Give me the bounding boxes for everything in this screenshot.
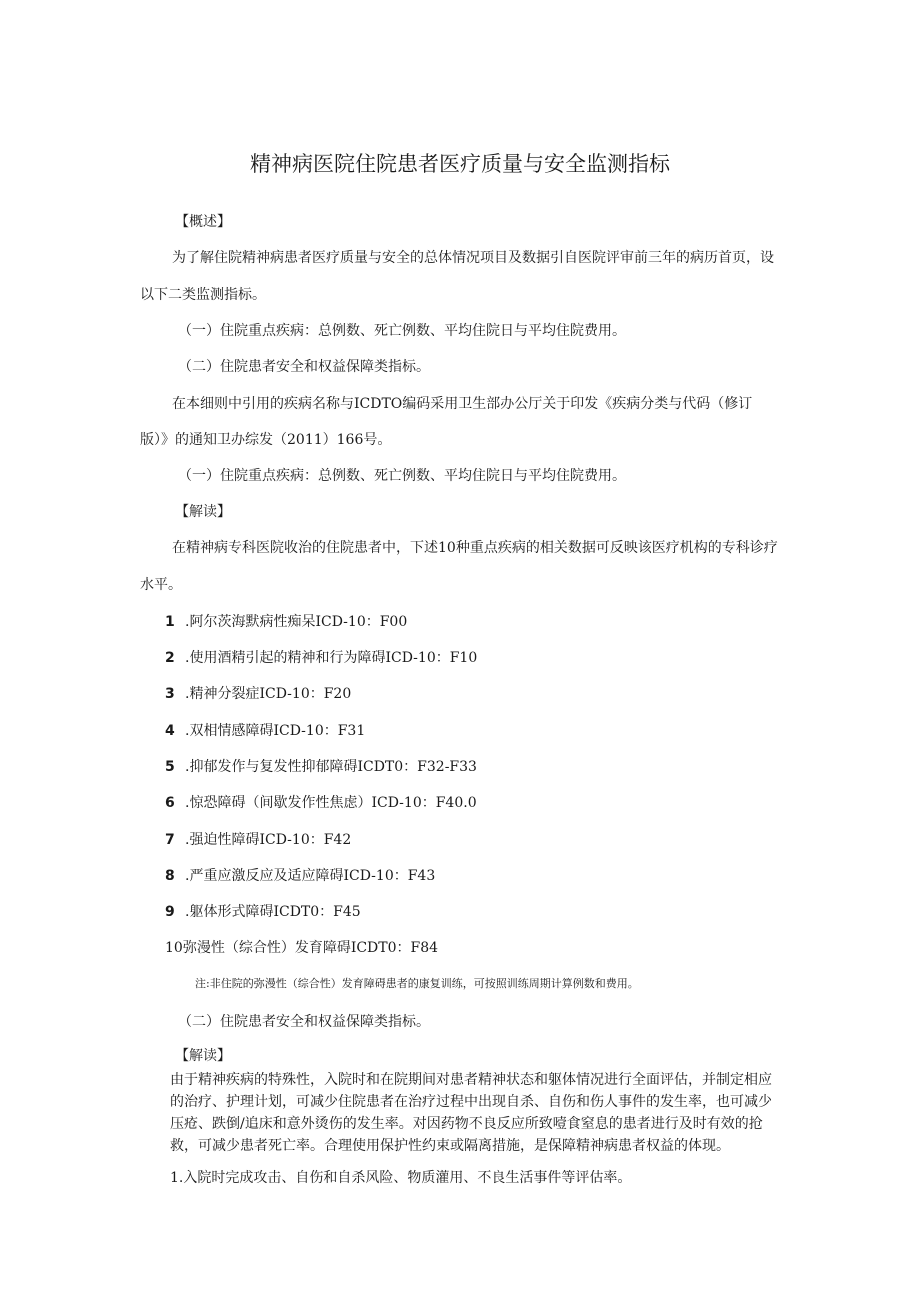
page-title: 精神病医院住院患者医疗质量与安全监测指标 [250, 152, 670, 176]
overview-item-1: （一）住院重点疾病：总例数、死亡例数、平均住院日与平均住院费用。 [178, 323, 626, 339]
interpretation-2-line-2: 的治疗、护理计划，可减少住院患者在治疗过程中出现自杀、自伤和伤人事件的发生率，也可减少 [170, 1094, 772, 1110]
interpretation-2-line-3: 压疮、跌倒/追床和意外烫伤的发生率。对因药物不良反应所致噎食窒息的患者进行及时有效的抢 [170, 1116, 763, 1132]
overview-heading: 【概述】 [175, 214, 231, 230]
overview-paragraph-line-1: 为了解住院精神病患者医疗质量与安全的总体情况项目及数据引自医院评审前三年的病历首页，设 [172, 250, 774, 266]
overview-paragraph2-line-2: 版）》的通知卫办综发（2011）166号。 [140, 432, 392, 448]
interpretation-1-line-1: 在精神病专科医院收治的住院患者中，下述10种重点疾病的相关数据可反映该医疗机构的专科诊疗 [172, 540, 778, 556]
interpretation-1-line-2: 水平。 [140, 577, 182, 593]
disease-number: 5 [165, 759, 175, 775]
disease-text: .躯体形式障碍ICDT0：F45 [185, 904, 361, 920]
disease-text: .惊恐障碍（间歇发作性焦虑）ICD-10：F40.0 [185, 795, 477, 811]
disease-text: .阿尔茨海默病性痴呆ICD-10：F00 [185, 614, 408, 630]
disease-number: 6 [165, 795, 175, 811]
disease-item-6 [165, 793, 477, 813]
disease-text: .抑郁发作与复发性抑郁障碍ICDT0：F32-F33 [185, 759, 477, 775]
indicator-1: 1.入院时完成攻击、自伤和自杀风险、物质灌用、不良生活事件等评估率。 [170, 1170, 632, 1186]
overview-item-2: （二）住院患者安全和权益保障类指标。 [178, 359, 430, 375]
interpretation-2-line-1: 由于精神疾病的特殊性，入院时和在院期间对患者精神状态和躯体情况进行全面评估，并制定相应 [170, 1072, 772, 1088]
interpretation-heading-2: 【解读】 [175, 1048, 231, 1064]
overview-item-3: （一）住院重点疾病：总例数、死亡例数、平均住院日与平均住院费用。 [178, 468, 626, 484]
disease-item-5 [165, 757, 477, 777]
disease-text: .双相情感障碍ICD-10：F31 [185, 723, 366, 739]
disease-number: 3 [165, 686, 175, 702]
disease-item-1 [165, 612, 407, 632]
disease-number: 2 [165, 650, 175, 666]
disease-number: 7 [165, 832, 175, 848]
section-2-heading: （二）住院患者安全和权益保障类指标。 [178, 1014, 430, 1030]
disease-item-8 [165, 866, 435, 886]
disease-number: 8 [165, 868, 175, 884]
interpretation-2-line-4: 救，可减少患者死亡率。合理使用保护性约束或隔离措施，是保障精神病患者权益的体现。 [170, 1138, 730, 1154]
disease-item-7 [165, 830, 351, 850]
disease-item-2 [165, 648, 477, 668]
disease-item-4 [165, 721, 365, 741]
disease-item-10: 10弥漫性（综合性）发育障碍ICDT0：F84 [165, 940, 439, 956]
disease-number: 4 [165, 723, 175, 739]
disease-text: .使用酒精引起的精神和行为障碍ICD-10：F10 [185, 650, 478, 666]
disease-number: 9 [165, 904, 175, 920]
disease-text: .强迫性障碍ICD-10：F42 [185, 832, 352, 848]
disease-item-3 [165, 684, 351, 704]
disease-item-9 [165, 902, 361, 922]
footnote: 注:非住院的弥漫性（综合性）发育障碍患者的康复训练，可按照训练周期计算例数和费用。 [195, 977, 639, 990]
disease-text: .精神分裂症ICD-10：F20 [185, 686, 352, 702]
disease-text: .严重应激反应及适应障碍ICD-10：F43 [185, 868, 436, 884]
interpretation-heading-1: 【解读】 [175, 504, 231, 520]
overview-paragraph2-line-1: 在本细则中引用的疾病名称与ICDTO编码采用卫生部办公厅关于印发《疾病分类与代码（修订 [172, 396, 753, 412]
disease-number: 1 [165, 614, 175, 630]
overview-paragraph-line-2: 以下二类监测指标。 [140, 287, 266, 303]
